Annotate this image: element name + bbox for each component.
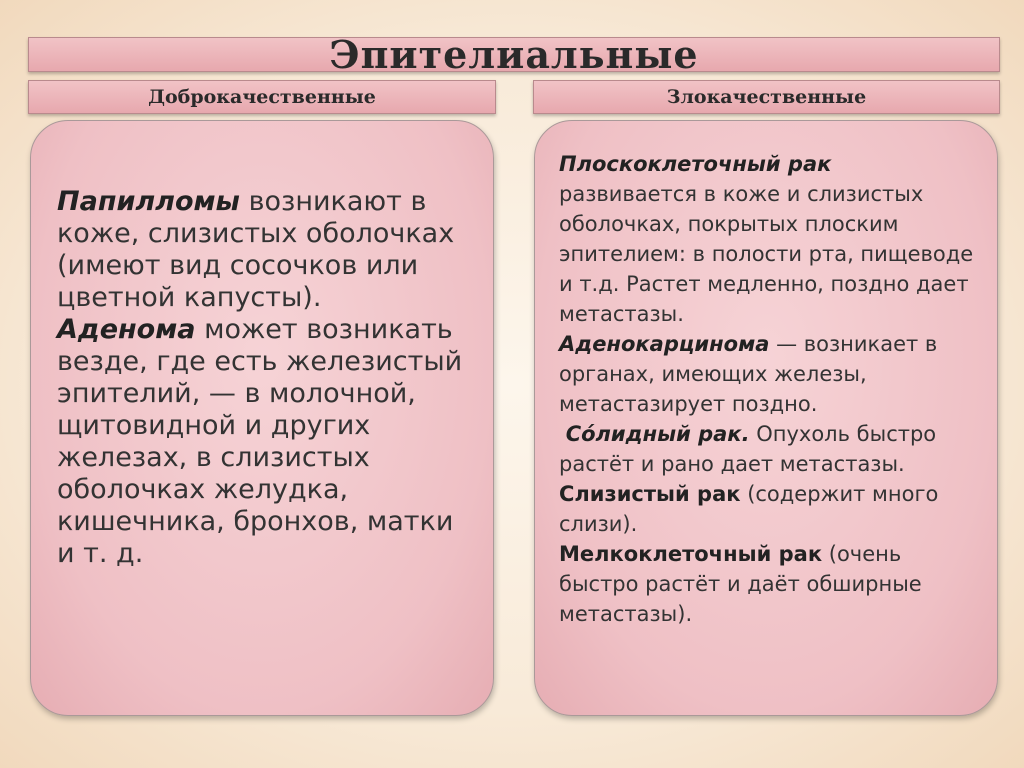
adenocarcinoma-paragraph	[559, 329, 983, 419]
mucinous-text: (содержит много слизи).	[559, 482, 939, 536]
adenocarcinoma-term: Аденокарцинома	[559, 332, 770, 356]
benign-header: Доброкачественные	[28, 80, 496, 114]
adenoma-text: может возникать везде, где есть железистый эпителий, — в молочной, щитовидной и других железах, в слизистых оболочках желудка, кишечника, бронхов, матки и т. д.	[57, 314, 463, 569]
papilloma-term: Папилломы	[57, 186, 240, 217]
slide-title: Эпителиальные	[28, 37, 1000, 72]
smallcell-paragraph	[559, 539, 983, 629]
mucinous-term: Слизистый рак	[559, 482, 741, 506]
benign-panel	[30, 120, 494, 716]
malignant-header: Злокачественные	[533, 80, 1000, 114]
squamous-paragraph	[559, 149, 983, 329]
malignant-panel	[534, 120, 998, 716]
papilloma-paragraph	[57, 186, 473, 314]
smallcell-term: Мелкоклеточный рак	[559, 542, 823, 566]
mucinous-paragraph	[559, 479, 983, 539]
squamous-term: Плоскоклеточный рак	[559, 152, 832, 176]
solid-term: Со́лидный рак.	[565, 422, 750, 446]
smallcell-text: (очень быстро растёт и даёт обширные метастазы).	[559, 542, 922, 626]
solid-text: Опухоль быстро растёт и рано дает метастазы.	[559, 422, 937, 476]
squamous-text: развивается в коже и слизистых оболочках, покрытых плоским эпителием: в полости рта, пищеводе и т.д. Растет медленно, поздно дает метастазы.	[559, 182, 974, 326]
adenoma-paragraph	[57, 314, 473, 570]
papilloma-text: возникают в коже, слизистых оболочках (имеют вид сосочков или цветной капусты).	[57, 186, 455, 313]
adenoma-term: Аденома	[57, 314, 196, 345]
solid-paragraph	[559, 419, 983, 479]
adenocarcinoma-text: — возникает в органах, имеющих железы, метастазирует поздно.	[559, 332, 938, 416]
